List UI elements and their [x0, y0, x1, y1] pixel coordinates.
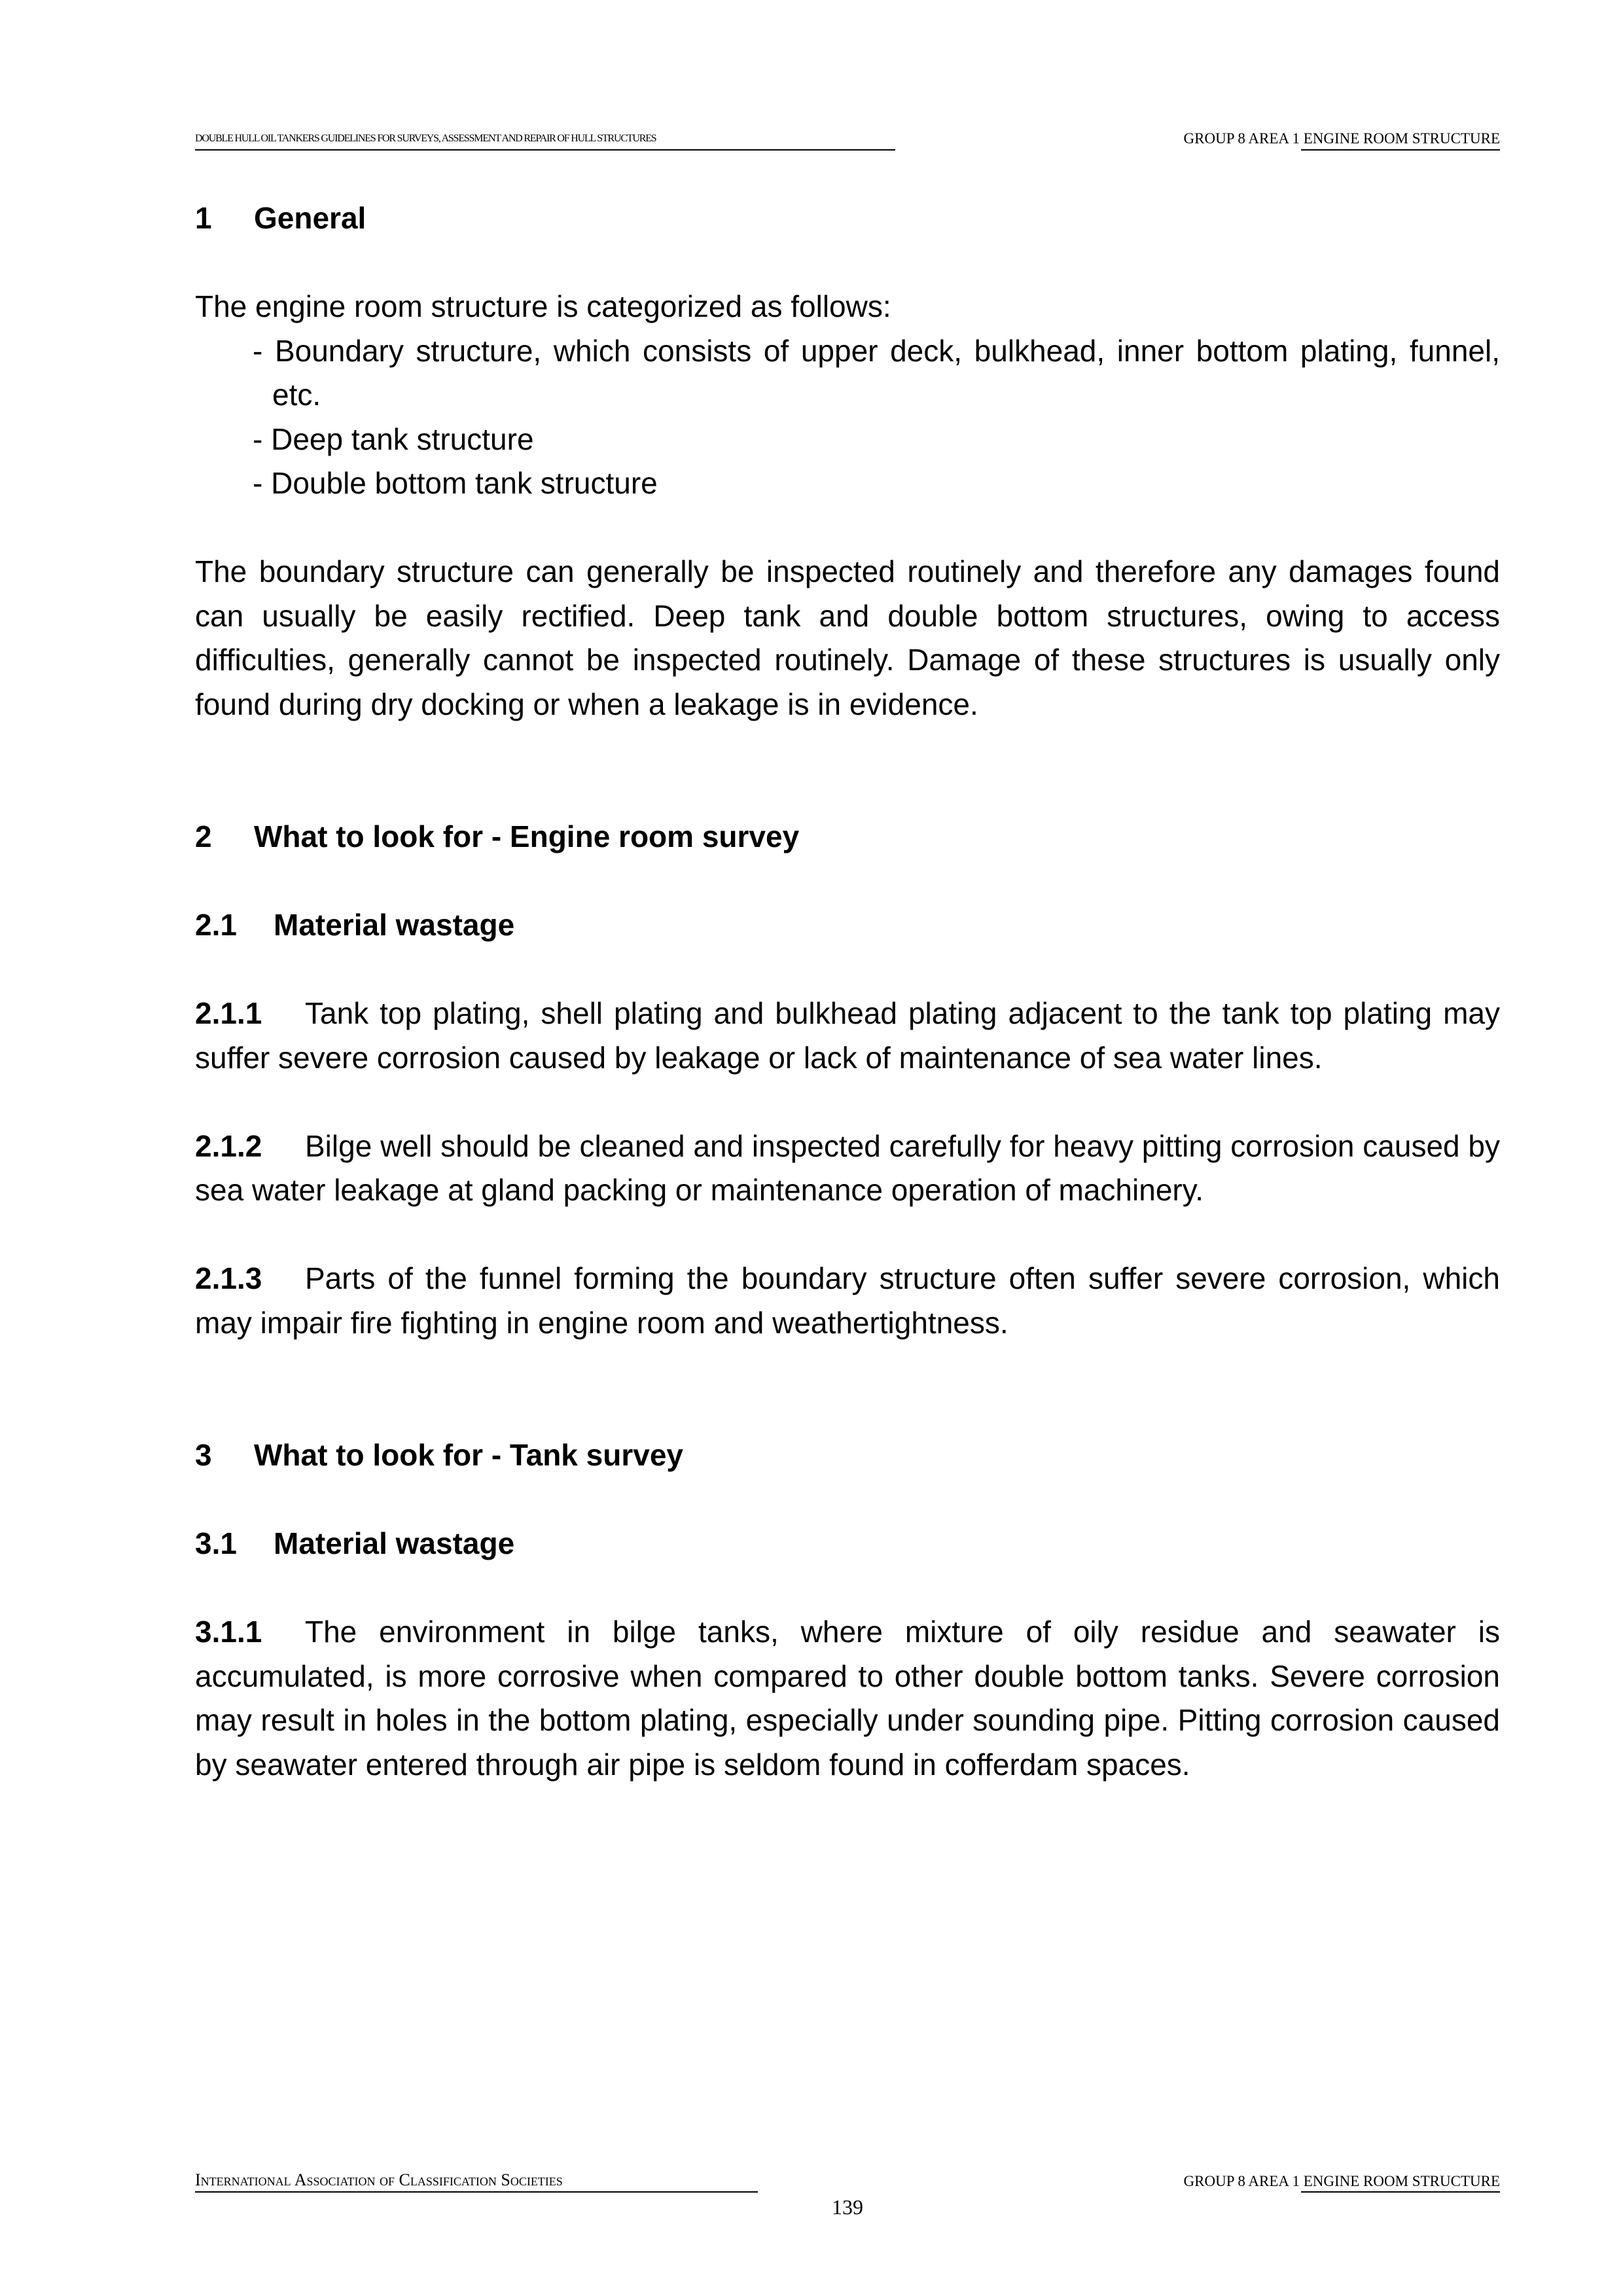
header-section-title: GROUP 8 AREA 1 ENGINE ROOM STRUCTURE: [1183, 130, 1500, 147]
section-title: What to look for - Tank survey: [254, 1438, 683, 1472]
spacer: [195, 859, 1500, 904]
spacer: [195, 1080, 1500, 1124]
clause-2-1-3: [195, 1257, 1500, 1345]
structure-category-list: [195, 329, 1500, 506]
page-number: 139: [832, 2195, 863, 2219]
subsection-2-1-heading: [195, 903, 1500, 948]
clause-number: 2.1.2: [195, 1128, 262, 1163]
clause-number: 3.1.1: [195, 1615, 262, 1649]
clause-2-1-2: [195, 1124, 1500, 1213]
clause-number: 2.1.3: [195, 1261, 262, 1295]
subsection-number: 2.1: [195, 908, 237, 942]
section-1-intro: The engine room structure is categorized as follows:: [195, 289, 891, 323]
spacer: [195, 1478, 1500, 1522]
section-2-heading: [195, 815, 1500, 859]
document-body: [195, 196, 1500, 1787]
header-rule-gap: [895, 149, 1301, 151]
running-footer: [195, 2172, 1500, 2193]
section-number: 2: [195, 819, 212, 853]
section-3-heading: [195, 1433, 1500, 1478]
running-header: [195, 130, 1500, 151]
list-item: - Boundary structure, which consists of upper deck, bulkhead, inner bottom plating, funnel, etc.: [253, 333, 1500, 412]
spacer: [195, 1345, 1500, 1433]
clause-text: The environment in bilge tanks, where mixture of oily residue and seawater is accumulated, is more corrosive when compared to other double bottom tanks. Severe corrosion may result in holes in the bottom plating, especially under sounding pipe. Pitting corrosion caused by seawater entered through air pipe is seldom found in cofferdam spaces.: [195, 1615, 1500, 1782]
list-item: - Double bottom tank structure: [253, 466, 658, 500]
section-1-heading: [195, 196, 1500, 241]
subsection-title: Material wastage: [274, 1526, 515, 1560]
clause-text: Tank top plating, shell plating and bulkhead plating adjacent to the tank top plating may suffer severe corrosion caused by leakage or lack of maintenance of sea water lines.: [195, 996, 1500, 1075]
header-document-title: DOUBLE HULL OIL TANKERS GUIDELINES FOR SURVEYS, ASSESSMENT AND REPAIR OF HULL STRUCTURES: [195, 133, 656, 144]
document-page: [195, 0, 1500, 2296]
spacer: [195, 1566, 1500, 1611]
list-item: - Deep tank structure: [253, 422, 534, 456]
clause-text: Parts of the funnel forming the boundary structure often suffer severe corrosion, which may impair fire fighting in engine room and weathertightness.: [195, 1261, 1500, 1340]
section-title: General: [254, 201, 366, 235]
section-number: 3: [195, 1438, 212, 1472]
clause-2-1-1: [195, 992, 1500, 1080]
spacer: [195, 1213, 1500, 1257]
section-number: 1: [195, 201, 212, 235]
spacer: [195, 241, 1500, 285]
footer-organization: International Association of Classification Societies: [195, 2170, 563, 2189]
subsection-3-1-heading: [195, 1522, 1500, 1566]
footer-rule-gap: [758, 2191, 1301, 2193]
subsection-number: 3.1: [195, 1526, 237, 1560]
spacer: [195, 948, 1500, 992]
subsection-title: Material wastage: [274, 908, 515, 942]
clause-text: Bilge well should be cleaned and inspected carefully for heavy pitting corrosion caused by sea water leakage at gland packing or maintenance operation of machinery.: [195, 1128, 1500, 1207]
section-title: What to look for - Engine room survey: [254, 819, 800, 853]
clause-number: 2.1.1: [195, 996, 262, 1030]
clause-3-1-1: [195, 1610, 1500, 1787]
footer-section-title: GROUP 8 AREA 1 ENGINE ROOM STRUCTURE: [1183, 2173, 1500, 2189]
spacer: [195, 506, 1500, 550]
section-1-paragraph: The boundary structure can generally be inspected routinely and therefore any damages found can usually be easily rectified. Deep tank and double bottom structures, owing to access difficulties, generally cannot be inspected routinely. Damage of these structures is usually only found during dry docking or when a leakage is in evidence.: [195, 554, 1500, 721]
spacer: [195, 726, 1500, 815]
